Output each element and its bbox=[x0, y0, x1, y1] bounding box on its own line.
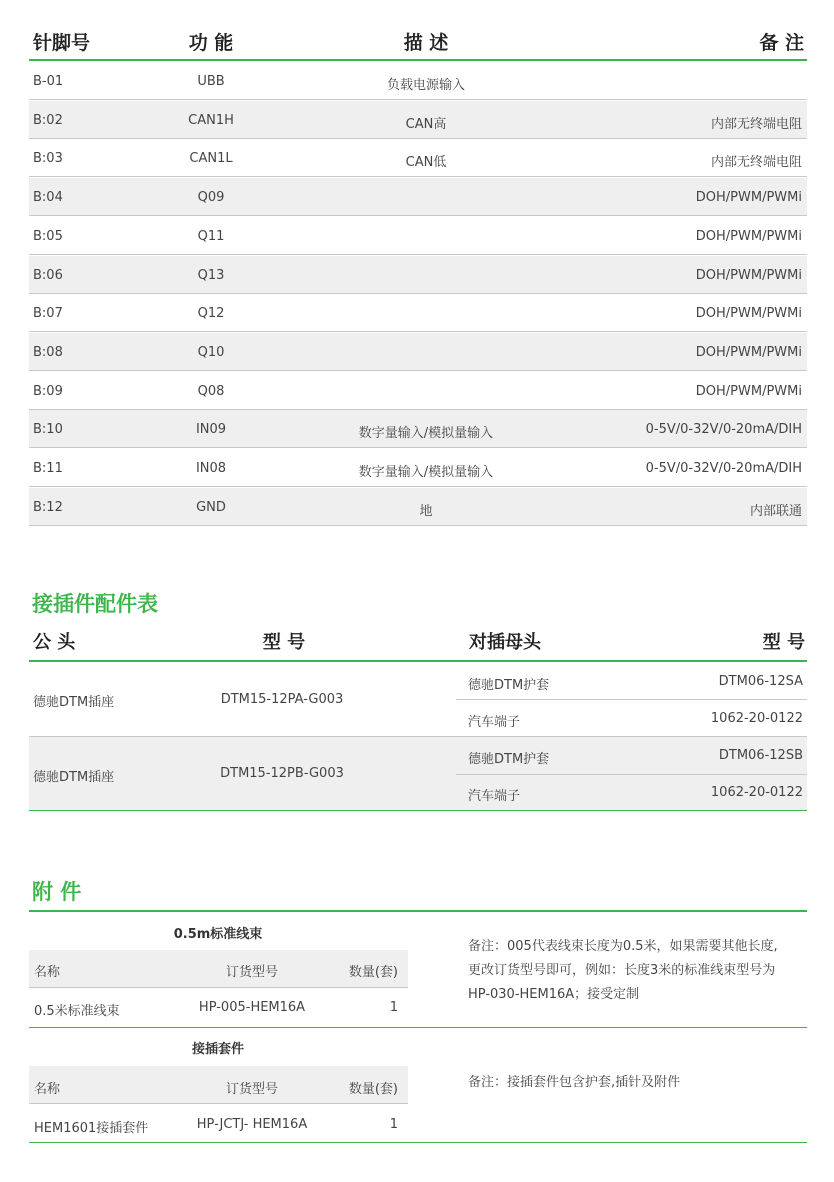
pin-table-row bbox=[29, 333, 807, 371]
pin-table-header bbox=[29, 24, 807, 58]
accessory-name: 0.5米标准线束 bbox=[34, 1004, 120, 1019]
male-model: DTM15-12PB-G003 bbox=[220, 766, 344, 781]
mate-model: 1062-20-0122 bbox=[710, 711, 803, 726]
pin-note: DOH/PWM/PWMi bbox=[695, 383, 802, 399]
pin-function: Q12 bbox=[197, 306, 225, 322]
pin-note: DOH/PWM/PWMi bbox=[695, 228, 802, 244]
pin-description: CAN低 bbox=[405, 155, 447, 171]
accessory-header-row bbox=[29, 950, 408, 988]
accessory-subtitle: 0.5m标准线束 bbox=[173, 927, 263, 942]
pin-number: B:04 bbox=[33, 190, 63, 206]
accessory-note bbox=[468, 1071, 813, 1095]
mate-model: DTM06-12SA bbox=[718, 674, 803, 689]
pin-note: DOH/PWM/PWMi bbox=[695, 190, 802, 206]
pin-note: 0-5V/0-32V/0-20mA/DIH bbox=[645, 461, 802, 476]
pin-table-row bbox=[29, 488, 807, 526]
pin-note: 内部无终端电阻 bbox=[710, 155, 802, 171]
pin-number: B:05 bbox=[33, 228, 63, 244]
connector-bottom-rule bbox=[29, 810, 807, 811]
header-quantity: 数量(套) bbox=[348, 1082, 398, 1097]
header-female-model: 型 号 bbox=[762, 632, 805, 653]
pin-note: 0-5V/0-32V/0-20mA/DIH bbox=[645, 422, 802, 438]
pin-number: B-01 bbox=[33, 74, 64, 89]
accessory-name: HEM1601接插套件 bbox=[34, 1121, 149, 1136]
pin-number: B:09 bbox=[33, 383, 63, 399]
accessory-model: HP-005-HEM16A bbox=[198, 1000, 306, 1015]
accessory-row bbox=[29, 989, 408, 1027]
pin-description: 数字量输入/模拟量输入 bbox=[358, 426, 494, 442]
header-pin: 针脚号 bbox=[33, 32, 91, 54]
note-line: 备注：接插套件包含护套,插针及附件 bbox=[468, 1075, 681, 1090]
pin-function: GND bbox=[196, 499, 226, 515]
pin-number: B:11 bbox=[33, 461, 63, 476]
pin-number: B:02 bbox=[33, 112, 63, 128]
pin-function: UBB bbox=[197, 74, 225, 89]
pin-description: CAN高 bbox=[405, 116, 447, 132]
pin-function: CAN1H bbox=[188, 112, 234, 128]
pin-note: 内部联通 bbox=[749, 503, 802, 519]
pin-note: DOH/PWM/PWMi bbox=[695, 344, 802, 360]
pin-note: 内部无终端电阻 bbox=[710, 116, 802, 132]
header-order-model: 订货型号 bbox=[225, 965, 279, 980]
pin-description: 负载电源输入 bbox=[386, 78, 466, 93]
pin-note: DOH/PWM/PWMi bbox=[695, 267, 802, 283]
mate-model: DTM06-12SB bbox=[718, 748, 803, 763]
accessory-header-row bbox=[29, 1066, 408, 1104]
accessory-note bbox=[468, 935, 813, 1007]
header-description: 描 述 bbox=[403, 32, 449, 54]
connector-group bbox=[29, 737, 807, 810]
pin-number: B:03 bbox=[33, 151, 63, 167]
mate-name: 汽车端子 bbox=[468, 789, 521, 804]
mate-name: 汽车端子 bbox=[468, 715, 521, 730]
male-name: 德驰DTM插座 bbox=[33, 770, 115, 785]
header-function: 功 能 bbox=[188, 32, 234, 54]
accessory-subtitle: 接插套件 bbox=[191, 1042, 245, 1057]
pin-table-row bbox=[29, 217, 807, 255]
note-line: 更改订货型号即可，例如：长度3米的标准线束型号为 bbox=[468, 963, 776, 978]
accessory-qty: 1 bbox=[389, 1000, 398, 1015]
accessory-model: HP-JCTJ- HEM16A bbox=[196, 1117, 308, 1132]
header-male: 公 头 bbox=[33, 632, 76, 653]
header-name: 名称 bbox=[34, 965, 61, 980]
pin-table-row bbox=[29, 410, 807, 448]
pin-function: CAN1L bbox=[189, 151, 233, 167]
header-male-model: 型 号 bbox=[262, 632, 306, 653]
pin-number: B:12 bbox=[33, 499, 63, 515]
header-quantity: 数量(套) bbox=[348, 965, 398, 980]
connector-section-title: 接插件配件表 bbox=[32, 592, 158, 616]
pin-table-row bbox=[29, 256, 807, 294]
mate-row bbox=[456, 737, 807, 775]
pin-table-row bbox=[29, 62, 807, 100]
accessory-block-rule bbox=[29, 1142, 807, 1143]
header-note: 备 注 bbox=[759, 32, 804, 54]
pin-number: B:07 bbox=[33, 306, 63, 322]
mate-model: 1062-20-0122 bbox=[710, 785, 803, 800]
pin-function: Q10 bbox=[197, 344, 225, 360]
pin-table-row bbox=[29, 101, 807, 139]
accessory-row bbox=[29, 1105, 408, 1143]
pin-table-row bbox=[29, 372, 807, 410]
pin-function: Q08 bbox=[197, 383, 225, 399]
pin-description: 数字量输入/模拟量输入 bbox=[358, 465, 494, 480]
connector-group bbox=[29, 662, 807, 736]
pin-function: IN09 bbox=[195, 422, 227, 438]
pin-number: B:08 bbox=[33, 344, 63, 360]
note-line: HP-030-HEM16A；接受定制 bbox=[468, 987, 640, 1002]
pin-table-row bbox=[29, 294, 807, 332]
accessory-block-rule bbox=[29, 1027, 807, 1028]
male-model: DTM15-12PA-G003 bbox=[220, 692, 344, 707]
header-female: 对插母头 bbox=[469, 632, 541, 653]
header-order-model: 订货型号 bbox=[225, 1082, 279, 1097]
pin-note: DOH/PWM/PWMi bbox=[695, 306, 802, 322]
pin-number: B:10 bbox=[33, 422, 63, 438]
pin-table-row bbox=[29, 178, 807, 216]
pin-number: B:06 bbox=[33, 267, 63, 283]
male-name: 德驰DTM插座 bbox=[33, 695, 115, 710]
note-line: 备注：005代表线束长度为0.5米，如果需要其他长度, bbox=[468, 939, 778, 954]
pin-table-header-rule bbox=[29, 59, 807, 61]
mate-name: 德驰DTM护套 bbox=[468, 678, 550, 693]
pin-function: Q09 bbox=[197, 190, 225, 206]
mate-row bbox=[456, 700, 807, 736]
mate-row bbox=[456, 775, 807, 810]
pin-function: Q13 bbox=[197, 267, 225, 283]
pin-description: 地 bbox=[419, 503, 433, 519]
accessory-qty: 1 bbox=[389, 1117, 398, 1132]
accessories-title-rule bbox=[29, 910, 807, 912]
pin-function: Q11 bbox=[197, 228, 225, 244]
pin-table-row bbox=[29, 449, 807, 487]
accessories-section-title: 附 件 bbox=[32, 880, 82, 904]
mate-row bbox=[456, 662, 807, 700]
pin-function: IN08 bbox=[195, 461, 227, 476]
header-name: 名称 bbox=[34, 1082, 61, 1097]
mate-name: 德驰DTM护套 bbox=[468, 752, 550, 767]
pin-table-row bbox=[29, 139, 807, 177]
